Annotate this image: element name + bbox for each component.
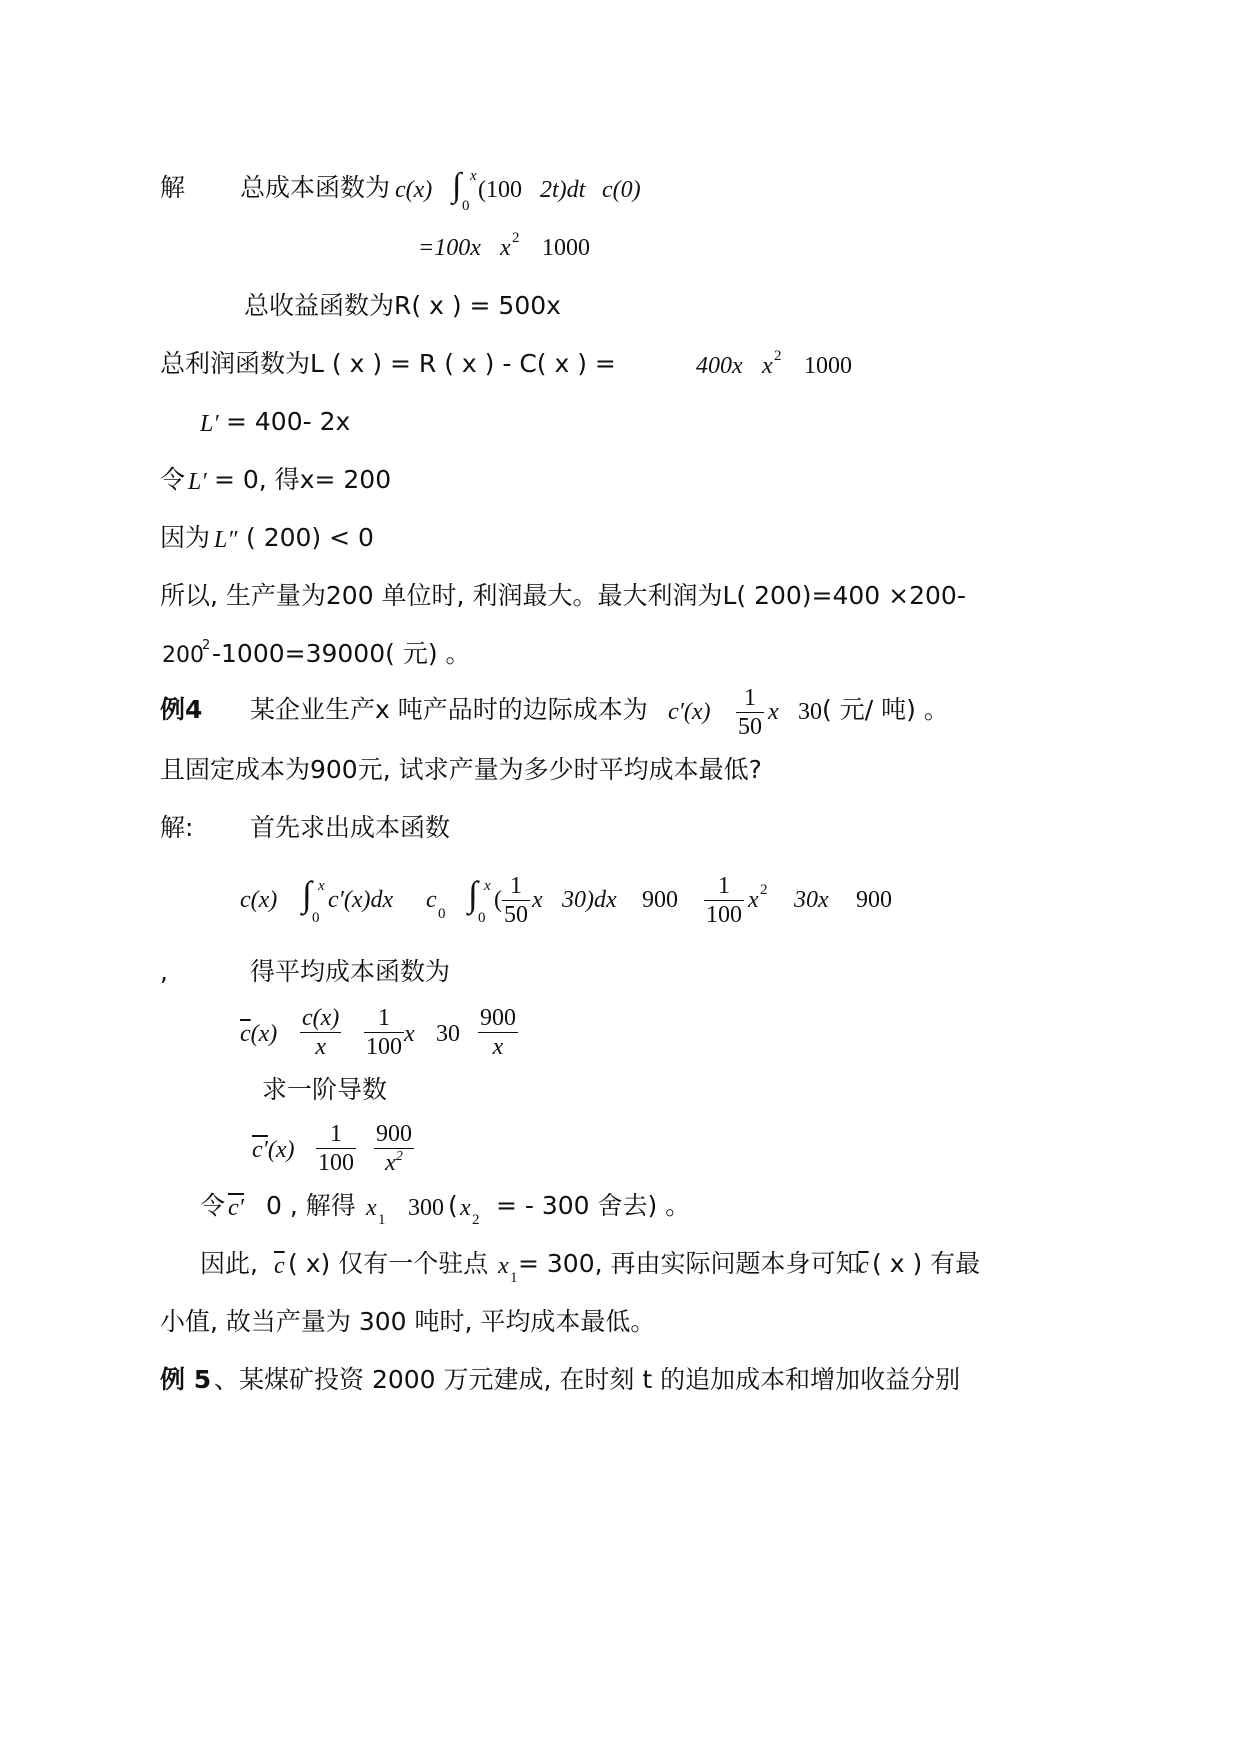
line1-math-2t: 2t)dt <box>540 177 586 203</box>
line9-rest: -1000=39000( 元) 。 <box>212 639 471 668</box>
avg-frac1-den: x <box>300 1032 341 1061</box>
deriv-frac1 <box>316 1120 356 1177</box>
line19-cbar: $\overline{c}$ <box>274 1253 285 1279</box>
profit-math-x: x <box>762 353 773 379</box>
profit-math-1000: 1000 <box>804 353 852 379</box>
avg-cbar-c: $\overline{c}$ <box>240 1021 251 1047</box>
cost-eq-int1-lower: 0 <box>312 910 320 926</box>
line1-math-c0: c(0) <box>602 177 641 203</box>
line18-rest: = - 300 舍去) 。 <box>496 1191 691 1220</box>
avg-x: x <box>404 1021 415 1047</box>
line19-end: ( x ) 有最 <box>872 1249 981 1278</box>
cost-eq-x2-sup: 2 <box>760 882 768 898</box>
avg-frac1-num: c(x) <box>302 1005 340 1031</box>
cost-eq-int2-upper: x <box>484 878 491 894</box>
avg-frac3 <box>478 1004 518 1061</box>
avg-frac2-den: 100 <box>366 1034 402 1060</box>
profit-sup-2: 2 <box>774 348 782 364</box>
cost-eq-cprime: c′(x)dx <box>328 887 394 913</box>
profit-line-text: 总利润函数为L ( x ) = R ( x ) - C( x ) = <box>160 349 616 378</box>
deriv-frac1-den: 100 <box>318 1150 354 1176</box>
line18-paren: ( <box>448 1191 458 1220</box>
line18-300: 300 <box>408 1195 444 1221</box>
avg-intro: 得平均成本函数为 <box>250 957 451 986</box>
example4-30: 30 <box>798 699 822 725</box>
cost-eq-x: x <box>532 887 543 913</box>
example4-den: 50 <box>738 714 762 740</box>
example4-fraction <box>736 684 764 741</box>
avg-cbar-rest: (x) <box>250 1021 278 1047</box>
deriv-cbar-rest: (x) <box>267 1137 295 1163</box>
line7-rest: ( 200) < 0 <box>246 523 374 552</box>
avg-frac2 <box>364 1004 404 1061</box>
line7-prefix: 因为 <box>160 523 211 552</box>
cost-eq-c0-sub: 0 <box>438 906 446 922</box>
line19-mid: ( x) 仅有一个驻点 <box>288 1249 489 1278</box>
line18-prefix: 令 <box>200 1191 226 1220</box>
avg-frac1 <box>300 1004 341 1061</box>
cost-eq-int1: ∫ <box>302 874 312 914</box>
line1-math-100: (100 <box>478 177 522 203</box>
line18-x2: x <box>460 1195 471 1221</box>
cost-eq-int2: ∫ <box>468 874 478 914</box>
example4-x: x <box>768 699 779 725</box>
line18-x1-sub: 1 <box>378 1212 386 1228</box>
conclusion-line: 所以, 生产量为200 单位时, 利润最大。最大利润为L( 200)=400 ×200- <box>160 581 966 610</box>
profit-math-400x: 400x <box>696 353 743 379</box>
example4-unit: ( 元/ 吨) 。 <box>822 695 949 724</box>
integral-upper: x <box>470 168 477 184</box>
derivative-line: = 400- 2x <box>226 407 351 436</box>
cost-eq-900a: 900 <box>642 887 678 913</box>
line19-x1-sub: 1 <box>510 1270 518 1286</box>
line19-rest: = 300, 再由实际问题本身可知 <box>518 1249 861 1278</box>
line1-math-cx: c(x) <box>395 177 433 203</box>
deriv-frac2-num: 900 <box>376 1121 412 1147</box>
line2-math-x: x <box>500 235 511 261</box>
line18-x2-sub: 2 <box>472 1212 480 1228</box>
avg-frac3-den: x <box>478 1032 518 1061</box>
line6-rest: = 0, 得x= 200 <box>214 465 392 494</box>
example4-line2: 且固定成本为900元, 试求产量为多少时平均成本最低? <box>160 755 762 784</box>
deriv-frac2 <box>374 1120 414 1181</box>
line9-sup: 2 <box>202 638 211 653</box>
cost-eq-30dx: 30)dx <box>562 887 617 913</box>
line6-prefix: 令 <box>160 465 186 494</box>
avg-frac3-num: 900 <box>480 1005 516 1031</box>
line2-sup-2: 2 <box>512 230 520 246</box>
cost-eq-c0: c <box>426 887 437 913</box>
line6-L: L′ <box>188 469 207 495</box>
example4-text: 某企业生产x 吨产品时的边际成本为 <box>250 695 648 724</box>
derivative-L: L′ <box>200 411 219 437</box>
deriv-cbar-c: c′ <box>252 1137 268 1163</box>
cost-eq-paren: ( <box>494 887 502 913</box>
solution2-text: 首先求出成本函数 <box>250 813 451 842</box>
solution-label: 解 <box>160 173 186 202</box>
cost-eq-frac1-den: 50 <box>504 902 528 928</box>
line18-x1: x <box>366 1195 377 1221</box>
cost-eq-frac2-den: 100 <box>706 902 742 928</box>
line1-text: 总成本函数为 <box>240 173 391 202</box>
line18-solve: 0 , 解得 <box>266 1191 356 1220</box>
cost-eq-int1-upper: x <box>318 878 325 894</box>
revenue-line: 总收益函数为R( x ) = 500x <box>244 291 561 320</box>
cost-eq-900b: 900 <box>856 887 892 913</box>
avg-comma: , <box>160 957 168 986</box>
cost-eq-int2-lower: 0 <box>478 910 486 926</box>
avg-30: 30 <box>436 1021 460 1047</box>
line7-L: L″ <box>214 527 238 553</box>
integral-lower: 0 <box>462 198 470 214</box>
line20: 小值, 故当产量为 300 吨时, 平均成本最低。 <box>160 1307 656 1336</box>
deriv-frac2-den: $x^2$ <box>374 1148 414 1181</box>
example5-text: 、某煤矿投资 2000 万元建成, 在时刻 t 的追加成本和增加收益分别 <box>214 1365 961 1394</box>
cost-eq-frac2-num: 1 <box>718 873 730 899</box>
deriv-frac1-num: 1 <box>330 1121 342 1147</box>
solution2-label: 解: <box>160 813 194 842</box>
integral-sign: ∫ <box>452 167 462 204</box>
cost-eq-x2: x <box>748 887 759 913</box>
cost-eq-frac2 <box>704 872 744 929</box>
avg-frac2-num: 1 <box>378 1005 390 1031</box>
first-derivative-label: 求一阶导数 <box>262 1075 388 1104</box>
cost-eq-frac1 <box>502 872 530 929</box>
line9-200: 200 <box>162 643 204 668</box>
example5-label: 例 5 <box>160 1365 212 1394</box>
example4-label: 例4 <box>160 695 203 724</box>
line2-math-1000: 1000 <box>542 235 590 261</box>
line19-x1: x <box>498 1253 509 1279</box>
line2-math-100x: =100x <box>418 235 481 261</box>
line18-cbar: c′ <box>228 1195 244 1221</box>
deriv-cbar <box>252 1134 295 1166</box>
example4-cprime: c′(x) <box>668 699 711 725</box>
avg-cbar <box>240 1018 277 1050</box>
cost-eq-frac1-num: 1 <box>510 873 522 899</box>
example4-num: 1 <box>744 685 756 711</box>
line19-cbar2: $\overline{c}$ <box>858 1253 869 1279</box>
cost-eq-30x: 30x <box>794 887 829 913</box>
cost-eq-cx: c(x) <box>240 887 278 913</box>
line19-prefix: 因此, <box>200 1249 258 1278</box>
